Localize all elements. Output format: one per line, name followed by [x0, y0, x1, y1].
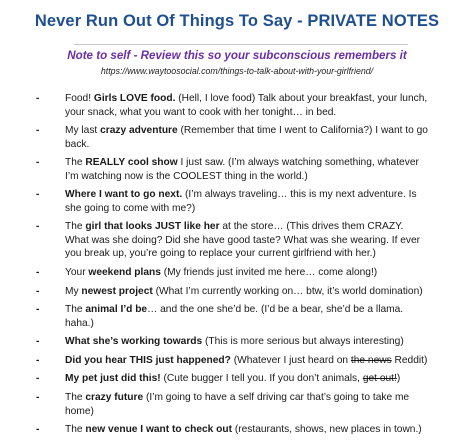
list-item [36, 285, 428, 299]
list-item-topic: animal I’d be [85, 304, 148, 316]
list-item-text: (My friends just invited me here… come along!) [160, 266, 378, 278]
list-item-topic: REALLY cool show [85, 157, 178, 169]
list-item-topic: newest project [81, 285, 153, 297]
list-item-text: (I’m always traveling… this is my next adventure. Is she going to come with me?) [65, 189, 417, 214]
list-item [36, 92, 428, 119]
list-item-topic: What she’s working towards [65, 336, 203, 348]
list-item-text: (What I’m currently working on… btw, it’s world domination) [152, 285, 423, 297]
list-bullet: - [36, 373, 40, 385]
list-item-text: (This is more serious but always interesting) [202, 336, 404, 348]
list-bullet: - [36, 424, 40, 436]
list-item-text: (Hell, I love food) Talk about your breakfast, your lunch, your snack, what you want to cook with her tonight… in bed. [65, 93, 428, 118]
list-item [36, 156, 428, 183]
list-item-text: My last [65, 125, 101, 137]
list-item [36, 124, 428, 151]
title-divider [74, 44, 408, 45]
list-bullet: - [36, 354, 40, 366]
list-item-text: Your [65, 266, 89, 278]
list-item-text: The [65, 221, 86, 233]
list-item-text: at the store… (This drives them CRAZY. What was she doing? Did she have good taste? What was she wearing. If ever you break up, you’re going to replace your current girlfriend with her.) [65, 221, 421, 260]
list-item-text: The [65, 392, 86, 404]
list-item-strikethrough: the news [350, 354, 392, 366]
list-bullet: - [36, 266, 40, 278]
list-item-topic: Girls LOVE food. [93, 93, 176, 104]
list-item [36, 423, 428, 437]
list-item-text: (Remember that time I went to California?) I want to go back. [65, 125, 428, 150]
list-item [36, 354, 428, 368]
list-item-text: (restaurants, shows, new places in town.) [232, 424, 422, 436]
list-item-text: Food! [65, 93, 94, 104]
list-bullet: - [36, 189, 40, 201]
list-item-topic: weekend plans [88, 266, 161, 278]
list-item-text: (Cute bugger I tell you. If you don’t animals, [160, 373, 363, 385]
list-bullet: - [36, 157, 40, 169]
page-title: Never Run Out Of Things To Say - PRIVATE NOTES [34, 12, 440, 30]
list-item [36, 335, 428, 349]
list-item-text: ) [396, 373, 401, 385]
list-item [36, 266, 428, 280]
list-item-topic: new venue I want to check out [85, 424, 233, 436]
list-bullet: - [36, 125, 40, 137]
list-item-strikethrough: get out! [362, 373, 397, 385]
list-bullet: - [36, 336, 40, 348]
list-item [36, 220, 428, 261]
list-item-text: … and the one she’d be. (I’d be a bear, she’d be a llama. haha.) [65, 304, 404, 329]
list-item-topic: My pet just did this! [65, 373, 161, 385]
topic-list [36, 92, 428, 442]
list-bullet: - [36, 285, 40, 297]
list-item-text: Reddit) [391, 354, 428, 366]
list-bullet: - [36, 221, 40, 233]
list-bullet: - [36, 392, 40, 404]
list-item-text: I just saw. (I’m always watching something, whatever I’m watching now is the COOLEST thing in the world.) [65, 157, 419, 182]
list-bullet: - [36, 93, 40, 104]
list-item [36, 188, 428, 215]
list-item-text: The [65, 304, 86, 316]
list-bullet: - [36, 304, 40, 316]
list-item-text: (Whatever I just heard on [230, 354, 351, 366]
list-item [36, 372, 428, 386]
list-item-text: The [65, 424, 86, 436]
list-item-topic: Where I want to go next. [65, 189, 183, 201]
list-item [36, 391, 428, 418]
list-item-topic: girl that looks JUST like her [85, 221, 220, 233]
list-item-text: My [65, 285, 82, 297]
list-item-text: The [65, 157, 86, 169]
source-url: https://www.waytoosocial.com/things-to-talk-about-with-your-girlfriend/ [100, 66, 374, 76]
list-item [36, 303, 428, 330]
list-item-topic: crazy adventure [100, 125, 178, 137]
page-subtitle: Note to self - Review this so your subconscious remembers it [67, 49, 407, 62]
list-item-topic: crazy future [85, 392, 144, 404]
list-item-topic: Did you hear THIS just happened? [65, 354, 231, 366]
list-item-text: (I’m going to have a self driving car that’s going to take me home) [65, 392, 410, 417]
